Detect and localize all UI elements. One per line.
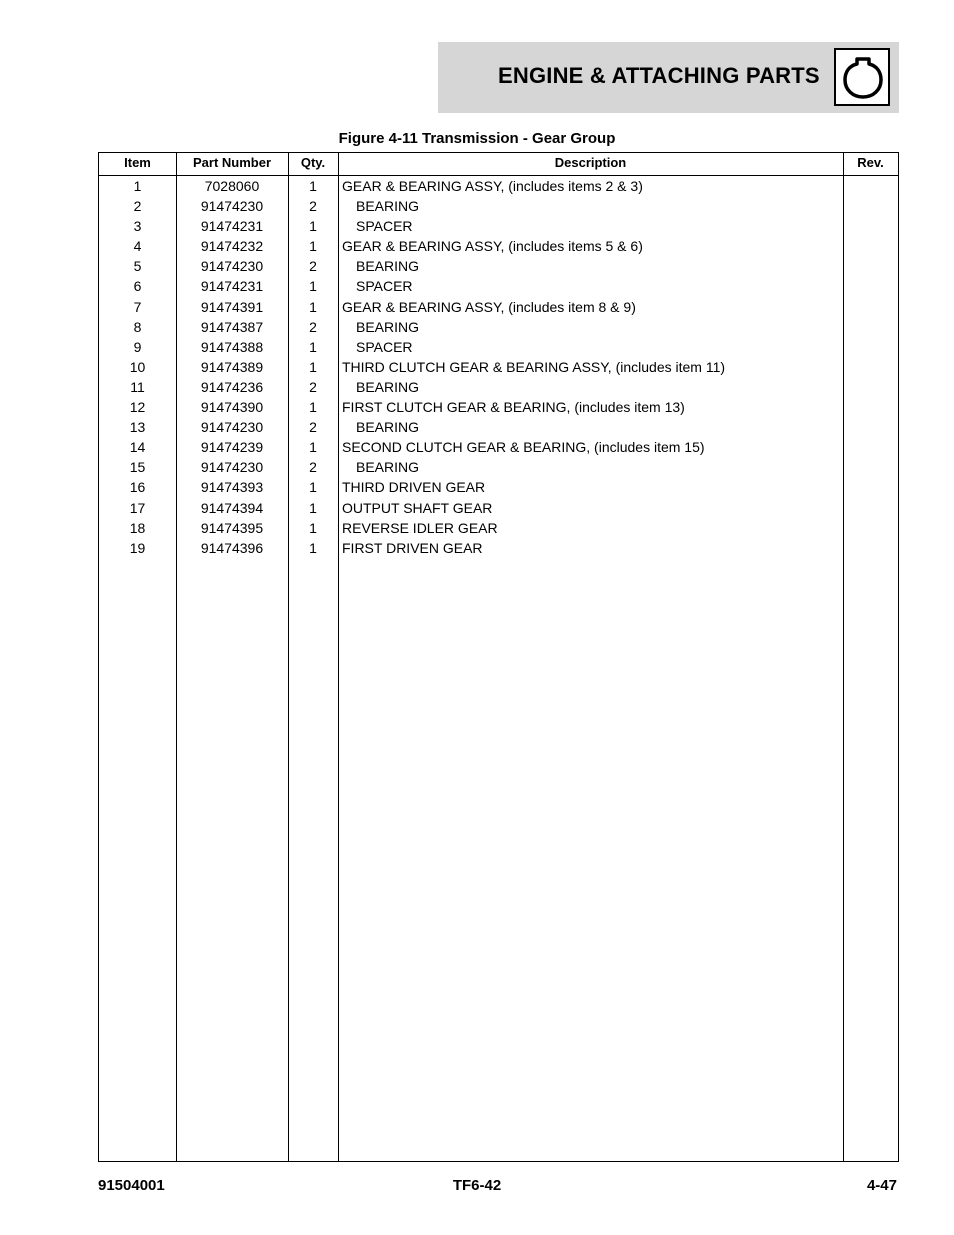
part-number-cell: 91474390 [200,399,264,416]
part-number-cell: 91474232 [200,238,264,255]
item-number-cell: 4 [133,238,142,255]
description-cell: GEAR & BEARING ASSY, (includes item 8 & 9) [342,298,636,315]
quantity-cell: 1 [309,178,317,194]
part-number-cell: 91474231 [200,218,264,235]
item-number-cell: 13 [129,419,146,436]
table-row [99,297,898,317]
item-number-cell: 11 [130,378,145,395]
table-row [99,477,898,497]
part-number-cell: 91474388 [200,338,264,355]
table-row [99,518,898,538]
description-cell: THIRD DRIVEN GEAR [342,479,486,496]
quantity-cell: 2 [309,318,317,335]
description-cell: BEARING [356,378,420,395]
part-number-cell: 7028060 [204,178,260,194]
description-cell: SPACER [356,278,413,295]
description-cell: SPACER [356,218,413,235]
item-number-cell: 7 [133,298,142,315]
column-header-description: Description [554,155,627,170]
footer-page-number: 4-47 [866,1177,897,1194]
description-cell: BEARING [356,258,420,275]
description-cell: BEARING [356,459,420,476]
description-cell: FIRST DRIVEN GEAR [342,539,483,556]
quantity-cell: 2 [309,459,317,476]
description-cell: THIRD CLUTCH GEAR & BEARING ASSY, (includes item 11) [342,358,726,375]
engine-outline-icon [834,48,890,106]
quantity-cell: 1 [309,238,317,255]
description-cell: SPACER [356,338,413,355]
section-header-band [438,42,899,113]
table-body [99,176,898,558]
part-number-cell: 91474239 [200,439,264,456]
footer-model: TF6-42 [452,1177,502,1194]
part-number-cell: 91474230 [200,419,264,436]
quantity-cell: 2 [309,419,317,436]
quantity-cell: 1 [309,399,317,416]
table-row [99,457,898,477]
table-row [99,256,898,276]
item-number-cell: 16 [129,479,146,496]
table-row [99,236,898,256]
quantity-cell: 2 [309,378,317,395]
table-row [99,377,898,397]
table-row [99,276,898,296]
quantity-cell: 2 [309,258,317,275]
part-number-cell: 91474396 [200,539,264,556]
item-number-cell: 10 [129,358,146,375]
column-header-rev: Rev. [857,155,884,170]
quantity-cell: 1 [309,358,317,375]
quantity-cell: 1 [309,499,317,516]
parts-table [98,152,899,1162]
item-number-cell: 1 [133,178,142,194]
quantity-cell: 2 [309,198,317,215]
part-number-cell: 91474230 [200,258,264,275]
quantity-cell: 1 [309,218,317,235]
part-number-cell: 91474395 [200,519,264,536]
part-number-cell: 91474393 [200,479,264,496]
part-number-cell: 91474389 [200,358,264,375]
description-cell: BEARING [356,318,420,335]
item-number-cell: 3 [133,218,142,235]
item-number-cell: 8 [133,318,142,335]
table-row [99,317,898,337]
section-title: ENGINE & ATTACHING PARTS [498,63,820,88]
description-cell: BEARING [356,198,420,215]
quantity-cell: 1 [309,439,317,456]
description-cell: SECOND CLUTCH GEAR & BEARING, (includes item 15) [342,439,705,456]
item-number-cell: 14 [129,439,146,456]
part-number-cell: 91474394 [200,499,264,516]
table-row [99,357,898,377]
column-header-part-number: Part Number [192,155,272,170]
item-number-cell: 2 [133,198,142,215]
quantity-cell: 1 [309,278,317,295]
description-cell: GEAR & BEARING ASSY, (includes items 2 & 3) [342,178,643,194]
table-row [99,196,898,216]
table-row [99,397,898,417]
item-number-cell: 5 [133,258,142,275]
part-number-cell: 91474236 [200,378,264,395]
table-row [99,538,898,558]
description-cell: BEARING [356,419,420,436]
item-number-cell: 19 [129,539,146,556]
part-number-cell: 91474391 [200,298,264,315]
item-number-cell: 6 [133,278,142,295]
description-cell: GEAR & BEARING ASSY, (includes items 5 & 6) [342,238,643,255]
item-number-cell: 17 [129,499,146,516]
part-number-cell: 91474230 [200,198,264,215]
table-row [99,337,898,357]
item-number-cell: 9 [133,338,142,355]
footer-doc-number: 91504001 [98,1177,165,1194]
part-number-cell: 91474387 [200,318,264,335]
table-row [99,417,898,437]
item-number-cell: 18 [129,519,146,536]
table-row [99,216,898,236]
part-number-cell: 91474231 [200,278,264,295]
table-header-row [99,153,898,176]
description-cell: OUTPUT SHAFT GEAR [342,499,493,516]
item-number-cell: 12 [129,399,146,416]
column-header-qty: Qty. [300,155,326,170]
description-cell: FIRST CLUTCH GEAR & BEARING, (includes item 13) [342,399,685,416]
column-header-item: Item [124,155,151,170]
table-row [99,176,898,196]
part-number-cell: 91474230 [200,459,264,476]
item-number-cell: 15 [129,459,146,476]
quantity-cell: 1 [309,539,317,556]
quantity-cell: 1 [309,298,317,315]
figure-title: Figure 4-11 Transmission - Gear Group [338,130,616,147]
quantity-cell: 1 [309,338,317,355]
quantity-cell: 1 [309,519,317,536]
table-row [99,437,898,457]
description-cell: REVERSE IDLER GEAR [342,519,498,536]
quantity-cell: 1 [309,479,317,496]
table-row [99,498,898,518]
